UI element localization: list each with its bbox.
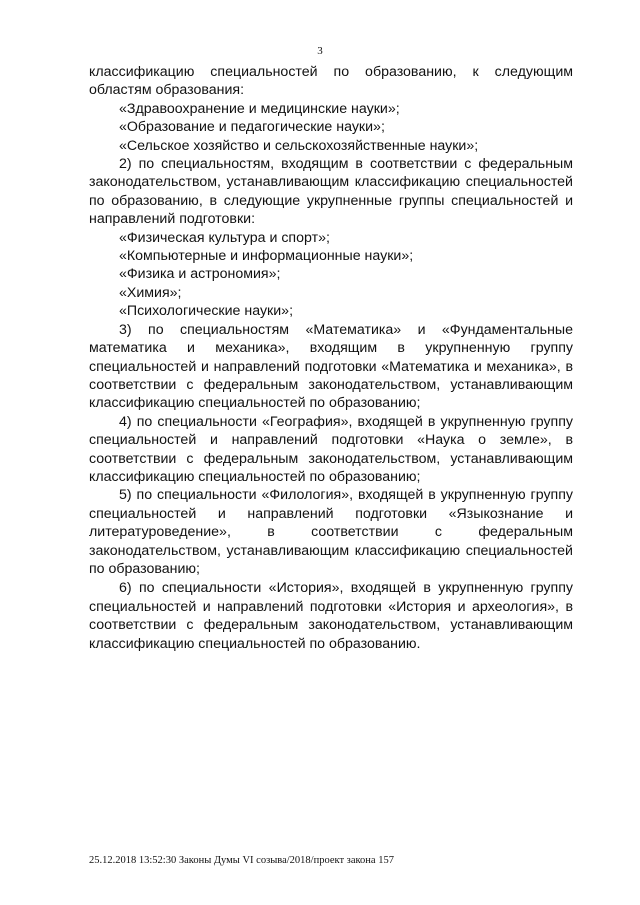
- paragraph: 5) по специальности «Филология», входящей в укрупненную группу специальностей и направлений подготовки «Языкознание и литературоведение», в соответствии с федеральным законодательством, устанавливающим классификацию специальностей по образованию;: [89, 487, 573, 577]
- list-item: «Компьютерные и информационные науки»;: [119, 248, 414, 265]
- paragraph: 4) по специальности «География», входящей в укрупненную группу специальностей и направлений подготовки «Наука о земле», в соответствии с федеральным законодательством, устанавливающим классификацию специальностей по образованию;: [89, 413, 573, 485]
- page-number: 3: [317, 45, 323, 57]
- list-item: «Образование и педагогические науки»;: [119, 119, 385, 136]
- paragraph: 6) по специальности «История», входящей в укрупненную группу специальностей и направлений подготовки «История и археология», в соответствии с федеральным законодательством, устанавливающим классификацию специальностей по образованию.: [89, 580, 573, 652]
- document-footer: 25.12.2018 13:52:30 Законы Думы VI созыва/2018/проект закона 157: [89, 855, 394, 866]
- document-body: [89, 63, 573, 653]
- paragraph: классификацию специальностей по образованию, к следующим областям образования:: [89, 64, 573, 99]
- list-item: «Здравоохранение и медицинские науки»;: [119, 100, 400, 117]
- list-item: «Сельское хозяйство и сельскохозяйственные науки»;: [119, 137, 479, 154]
- list-item: «Психологические науки»;: [119, 303, 294, 320]
- list-item: «Физика и астрономия»;: [119, 266, 281, 283]
- paragraph: 3) по специальностям «Математика» и «Фундаментальные математика и механика», входящим в укрупненную группу специальностей и направлений подготовки «Математика и механика», в соответствии с федеральным законодательством, устанавливающим классификацию специальностей по образованию;: [89, 321, 573, 412]
- list-item: «Химия»;: [119, 284, 182, 301]
- paragraph: 2) по специальностям, входящим в соответствии с федеральным законодательством, устанавливающим классификацию специальностей по образованию, в следующие укрупненные группы специальностей и направлений подготовки:: [89, 156, 573, 228]
- list-item: «Физическая культура и спорт»;: [119, 229, 330, 246]
